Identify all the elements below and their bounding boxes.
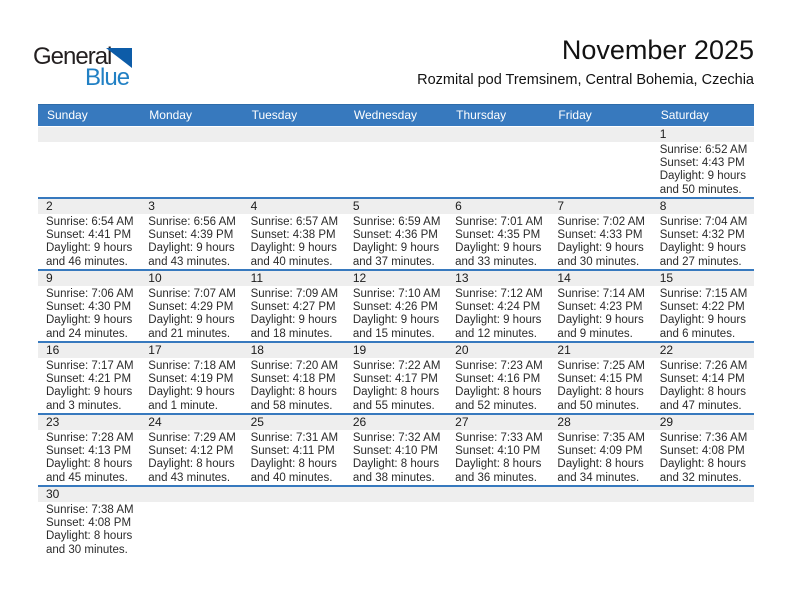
weekday-label: Tuesday	[251, 108, 298, 122]
daylight1-text: Daylight: 8 hours	[557, 386, 644, 399]
sunrise-text: Sunrise: 7:15 AM	[659, 288, 748, 300]
logo-text-blue: Blue	[85, 64, 130, 91]
sunrise-text: Sunrise: 7:33 AM	[455, 432, 543, 444]
day-number	[345, 127, 447, 142]
sunset-text: Sunset: 4:35 PM	[455, 229, 541, 242]
day-cell	[243, 415, 345, 485]
daylight1-text: Daylight: 9 hours	[557, 314, 644, 327]
daylight2-text: and 30 minutes.	[557, 255, 640, 268]
day-number	[140, 487, 242, 502]
sunset-text: Sunset: 4:33 PM	[557, 229, 643, 242]
day-cell	[447, 415, 549, 485]
daylight1-text: Daylight: 8 hours	[352, 458, 440, 471]
day-cell	[38, 199, 140, 269]
day-info	[140, 142, 242, 146]
daylight1-text: Daylight: 9 hours	[659, 170, 746, 183]
daylight1-text: Daylight: 9 hours	[659, 242, 746, 255]
day-cell	[345, 271, 447, 341]
day-info	[652, 502, 754, 506]
daylight2-text: and 55 minutes.	[352, 399, 435, 412]
day-info	[447, 358, 549, 413]
day-number	[243, 487, 345, 502]
day-number	[38, 127, 140, 142]
daylight2-text: and 18 minutes.	[250, 327, 333, 340]
empty-day-cell	[345, 487, 447, 557]
daylight2-text: and 52 minutes.	[455, 399, 537, 412]
daylight2-text: and 37 minutes.	[352, 255, 435, 268]
day-number: 3	[140, 199, 242, 214]
empty-day-cell	[549, 127, 651, 197]
week-row	[38, 343, 754, 415]
day-number	[652, 487, 754, 502]
daylight1-text: Daylight: 9 hours	[46, 314, 133, 327]
day-number: 5	[345, 199, 447, 214]
day-number	[549, 487, 651, 502]
day-info	[243, 286, 345, 341]
sunset-text: Sunset: 4:13 PM	[46, 445, 132, 458]
daylight1-text: Daylight: 9 hours	[46, 386, 133, 399]
sunrise-text: Sunrise: 7:22 AM	[352, 360, 441, 372]
week-row	[38, 127, 754, 199]
calendar-table	[38, 104, 754, 557]
day-number: 4	[243, 199, 345, 214]
day-info	[447, 142, 549, 146]
weekday-label: Saturday	[660, 108, 709, 122]
title-block	[417, 35, 754, 88]
day-info	[345, 502, 447, 506]
day-info	[345, 142, 447, 146]
day-number	[140, 127, 242, 142]
sunset-text: Sunset: 4:09 PM	[557, 445, 643, 458]
daylight2-text: and 47 minutes.	[659, 399, 742, 412]
sunrise-text: Sunrise: 7:04 AM	[659, 216, 748, 228]
day-cell	[447, 271, 549, 341]
day-info	[652, 214, 754, 269]
day-info	[549, 358, 651, 413]
day-number: 8	[652, 199, 754, 214]
daylight1-text: Daylight: 8 hours	[250, 386, 337, 399]
day-number: 19	[345, 343, 447, 358]
day-number: 27	[447, 415, 549, 430]
day-info	[652, 286, 754, 341]
daylight2-text: and 43 minutes.	[148, 255, 231, 268]
sunset-text: Sunset: 4:22 PM	[659, 301, 745, 314]
daylight1-text: Daylight: 8 hours	[455, 458, 542, 471]
week-row	[38, 487, 754, 557]
general-blue-logo	[33, 45, 143, 93]
day-cell	[652, 343, 754, 413]
day-info	[549, 502, 651, 506]
sunset-text: Sunset: 4:29 PM	[148, 301, 234, 314]
day-cell	[345, 415, 447, 485]
sunset-text: Sunset: 4:27 PM	[250, 301, 336, 314]
day-info	[345, 214, 447, 269]
daylight2-text: and 15 minutes.	[352, 327, 435, 340]
day-number: 30	[38, 487, 140, 502]
day-cell	[447, 343, 549, 413]
day-info	[243, 214, 345, 269]
day-cell	[38, 271, 140, 341]
sunset-text: Sunset: 4:23 PM	[557, 301, 643, 314]
day-info	[549, 430, 651, 485]
daylight1-text: Daylight: 8 hours	[557, 458, 644, 471]
day-cell	[140, 199, 242, 269]
sunset-text: Sunset: 4:14 PM	[659, 373, 745, 386]
sunrise-text: Sunrise: 7:14 AM	[557, 288, 645, 300]
sunset-text: Sunset: 4:32 PM	[659, 229, 745, 242]
day-cell	[140, 271, 242, 341]
sunset-text: Sunset: 4:43 PM	[659, 157, 745, 170]
day-number: 10	[140, 271, 242, 286]
day-info	[447, 430, 549, 485]
day-number	[345, 487, 447, 502]
daylight1-text: Daylight: 9 hours	[659, 314, 746, 327]
week-row	[38, 199, 754, 271]
sunset-text: Sunset: 4:21 PM	[46, 373, 132, 386]
day-number: 26	[345, 415, 447, 430]
location-subtitle: Rozmital pod Tremsinem, Central Bohemia, Czechia	[417, 72, 754, 88]
day-number: 21	[549, 343, 651, 358]
day-info	[140, 214, 242, 269]
daylight1-text: Daylight: 9 hours	[557, 242, 644, 255]
day-number: 24	[140, 415, 242, 430]
day-cell	[140, 343, 242, 413]
daylight2-text: and 36 minutes.	[455, 471, 537, 484]
day-number	[549, 127, 651, 142]
day-info	[447, 502, 549, 506]
day-info	[345, 430, 447, 485]
sunset-text: Sunset: 4:30 PM	[46, 301, 132, 314]
day-info	[243, 502, 345, 506]
daylight2-text: and 21 minutes.	[148, 327, 231, 340]
sunrise-text: Sunrise: 7:17 AM	[46, 360, 134, 372]
day-number	[447, 487, 549, 502]
daylight1-text: Daylight: 9 hours	[455, 314, 542, 327]
sunrise-text: Sunrise: 6:52 AM	[659, 144, 748, 156]
sunrise-text: Sunrise: 6:54 AM	[46, 216, 134, 228]
sunset-text: Sunset: 4:11 PM	[250, 445, 335, 458]
day-info	[243, 358, 345, 413]
daylight1-text: Daylight: 8 hours	[455, 386, 542, 399]
sunset-text: Sunset: 4:26 PM	[352, 301, 438, 314]
daylight1-text: Daylight: 9 hours	[250, 242, 337, 255]
day-info	[38, 502, 140, 557]
day-cell	[140, 415, 242, 485]
empty-day-cell	[345, 127, 447, 197]
empty-day-cell	[243, 127, 345, 197]
sunrise-text: Sunrise: 7:26 AM	[659, 360, 748, 372]
daylight2-text: and 6 minutes.	[659, 327, 736, 340]
sunset-text: Sunset: 4:08 PM	[659, 445, 745, 458]
empty-day-cell	[447, 127, 549, 197]
daylight1-text: Daylight: 9 hours	[148, 386, 235, 399]
day-cell	[38, 487, 140, 557]
day-cell	[38, 415, 140, 485]
sunrise-text: Sunrise: 7:09 AM	[250, 288, 339, 300]
day-number: 20	[447, 343, 549, 358]
daylight2-text: and 33 minutes.	[455, 255, 537, 268]
empty-day-cell	[38, 127, 140, 197]
day-cell	[345, 199, 447, 269]
sunset-text: Sunset: 4:41 PM	[46, 229, 132, 242]
day-info	[243, 430, 345, 485]
logo-text-general: General	[33, 43, 112, 70]
day-cell	[549, 271, 651, 341]
daylight2-text: and 50 minutes.	[557, 399, 640, 412]
day-cell	[243, 199, 345, 269]
daylight1-text: Daylight: 9 hours	[455, 242, 542, 255]
day-number: 16	[38, 343, 140, 358]
sunset-text: Sunset: 4:36 PM	[352, 229, 438, 242]
weekday-label: Wednesday	[353, 108, 417, 122]
empty-day-cell	[243, 487, 345, 557]
day-info	[38, 286, 140, 341]
sunrise-text: Sunrise: 7:07 AM	[148, 288, 236, 300]
day-number: 15	[652, 271, 754, 286]
day-cell	[549, 199, 651, 269]
empty-day-cell	[447, 487, 549, 557]
day-number: 18	[243, 343, 345, 358]
day-info	[38, 358, 140, 413]
sunrise-text: Sunrise: 7:10 AM	[352, 288, 441, 300]
daylight1-text: Daylight: 9 hours	[46, 242, 133, 255]
day-cell	[652, 199, 754, 269]
sunset-text: Sunset: 4:10 PM	[455, 445, 541, 458]
daylight1-text: Daylight: 8 hours	[659, 458, 746, 471]
sunrise-text: Sunrise: 7:25 AM	[557, 360, 645, 372]
daylight2-text: and 38 minutes.	[352, 471, 435, 484]
daylight2-text: and 1 minute.	[148, 399, 218, 412]
day-info	[140, 502, 242, 506]
daylight2-text: and 30 minutes.	[46, 543, 128, 556]
daylight2-text: and 58 minutes.	[250, 399, 333, 412]
daylight1-text: Daylight: 8 hours	[659, 386, 746, 399]
day-number: 12	[345, 271, 447, 286]
day-number: 1	[652, 127, 754, 142]
weekday-label: Monday	[149, 108, 192, 122]
day-info	[549, 142, 651, 146]
sunrise-text: Sunrise: 7:38 AM	[46, 504, 134, 516]
day-info	[345, 358, 447, 413]
week-row	[38, 415, 754, 487]
sunset-text: Sunset: 4:24 PM	[455, 301, 541, 314]
daylight2-text: and 27 minutes.	[659, 255, 742, 268]
day-info	[652, 142, 754, 197]
weekday-label: Sunday	[47, 108, 88, 122]
day-info	[652, 358, 754, 413]
empty-day-cell	[549, 487, 651, 557]
day-info	[345, 286, 447, 341]
day-number: 13	[447, 271, 549, 286]
sunrise-text: Sunrise: 7:12 AM	[455, 288, 543, 300]
daylight2-text: and 3 minutes.	[46, 399, 122, 412]
daylight1-text: Daylight: 9 hours	[352, 242, 440, 255]
week-row	[38, 271, 754, 343]
day-info	[243, 142, 345, 146]
day-cell	[652, 415, 754, 485]
day-number: 7	[549, 199, 651, 214]
sunrise-text: Sunrise: 7:36 AM	[659, 432, 748, 444]
daylight1-text: Daylight: 9 hours	[148, 314, 235, 327]
sunset-text: Sunset: 4:18 PM	[250, 373, 336, 386]
daylight2-text: and 32 minutes.	[659, 471, 742, 484]
daylight2-text: and 24 minutes.	[46, 327, 128, 340]
day-number: 28	[549, 415, 651, 430]
day-cell	[447, 199, 549, 269]
sunset-text: Sunset: 4:10 PM	[352, 445, 438, 458]
sunset-text: Sunset: 4:16 PM	[455, 373, 541, 386]
day-info	[447, 286, 549, 341]
day-cell	[345, 343, 447, 413]
sunset-text: Sunset: 4:17 PM	[352, 373, 438, 386]
day-cell	[243, 343, 345, 413]
day-info	[140, 286, 242, 341]
day-cell	[652, 271, 754, 341]
weekday-label: Thursday	[456, 108, 507, 122]
sunset-text: Sunset: 4:19 PM	[148, 373, 234, 386]
day-number: 9	[38, 271, 140, 286]
day-number	[447, 127, 549, 142]
sunrise-text: Sunrise: 7:35 AM	[557, 432, 645, 444]
daylight2-text: and 46 minutes.	[46, 255, 128, 268]
day-info	[38, 214, 140, 269]
weekday-label: Friday	[558, 108, 592, 122]
daylight1-text: Daylight: 9 hours	[352, 314, 440, 327]
daylight1-text: Daylight: 9 hours	[148, 242, 235, 255]
sunset-text: Sunset: 4:15 PM	[557, 373, 643, 386]
sunrise-text: Sunrise: 7:01 AM	[455, 216, 543, 228]
sunrise-text: Sunrise: 7:18 AM	[148, 360, 236, 372]
day-number: 23	[38, 415, 140, 430]
day-info	[140, 358, 242, 413]
daylight1-text: Daylight: 8 hours	[148, 458, 235, 471]
day-number: 17	[140, 343, 242, 358]
day-info	[38, 142, 140, 146]
empty-day-cell	[652, 487, 754, 557]
sunrise-text: Sunrise: 6:57 AM	[250, 216, 339, 228]
sunrise-text: Sunrise: 7:32 AM	[352, 432, 441, 444]
daylight1-text: Daylight: 8 hours	[250, 458, 337, 471]
sunset-text: Sunset: 4:38 PM	[250, 229, 336, 242]
daylight1-text: Daylight: 8 hours	[352, 386, 440, 399]
day-cell	[549, 415, 651, 485]
sunset-text: Sunset: 4:08 PM	[46, 517, 132, 530]
daylight2-text: and 43 minutes.	[148, 471, 231, 484]
empty-day-cell	[140, 127, 242, 197]
sunrise-text: Sunrise: 7:20 AM	[250, 360, 339, 372]
daylight2-text: and 40 minutes.	[250, 471, 333, 484]
day-info	[38, 430, 140, 485]
day-number: 14	[549, 271, 651, 286]
day-info	[549, 214, 651, 269]
day-info	[447, 214, 549, 269]
sunset-text: Sunset: 4:12 PM	[148, 445, 234, 458]
sunrise-text: Sunrise: 7:28 AM	[46, 432, 134, 444]
day-info	[549, 286, 651, 341]
daylight1-text: Daylight: 8 hours	[46, 530, 133, 543]
day-cell	[243, 271, 345, 341]
sunset-text: Sunset: 4:39 PM	[148, 229, 234, 242]
day-number: 11	[243, 271, 345, 286]
day-number: 29	[652, 415, 754, 430]
day-number: 22	[652, 343, 754, 358]
day-number: 6	[447, 199, 549, 214]
sunrise-text: Sunrise: 7:29 AM	[148, 432, 236, 444]
day-number: 2	[38, 199, 140, 214]
day-cell	[38, 343, 140, 413]
daylight2-text: and 9 minutes.	[557, 327, 633, 340]
sunrise-text: Sunrise: 7:06 AM	[46, 288, 134, 300]
sunrise-text: Sunrise: 7:02 AM	[557, 216, 645, 228]
month-title: November 2025	[561, 35, 754, 65]
day-cell	[549, 343, 651, 413]
sunrise-text: Sunrise: 6:59 AM	[352, 216, 441, 228]
sunrise-text: Sunrise: 7:23 AM	[455, 360, 543, 372]
daylight2-text: and 12 minutes.	[455, 327, 537, 340]
sunrise-text: Sunrise: 6:56 AM	[148, 216, 236, 228]
day-info	[652, 430, 754, 485]
daylight2-text: and 50 minutes.	[659, 183, 742, 196]
daylight1-text: Daylight: 8 hours	[46, 458, 133, 471]
day-cell	[652, 127, 754, 197]
empty-day-cell	[140, 487, 242, 557]
day-number: 25	[243, 415, 345, 430]
daylight2-text: and 34 minutes.	[557, 471, 640, 484]
daylight1-text: Daylight: 9 hours	[250, 314, 337, 327]
calendar-weeks	[38, 127, 754, 557]
weekday-header-row	[38, 104, 754, 126]
daylight2-text: and 45 minutes.	[46, 471, 128, 484]
daylight2-text: and 40 minutes.	[250, 255, 333, 268]
day-number	[243, 127, 345, 142]
sunrise-text: Sunrise: 7:31 AM	[250, 432, 339, 444]
day-info	[140, 430, 242, 485]
